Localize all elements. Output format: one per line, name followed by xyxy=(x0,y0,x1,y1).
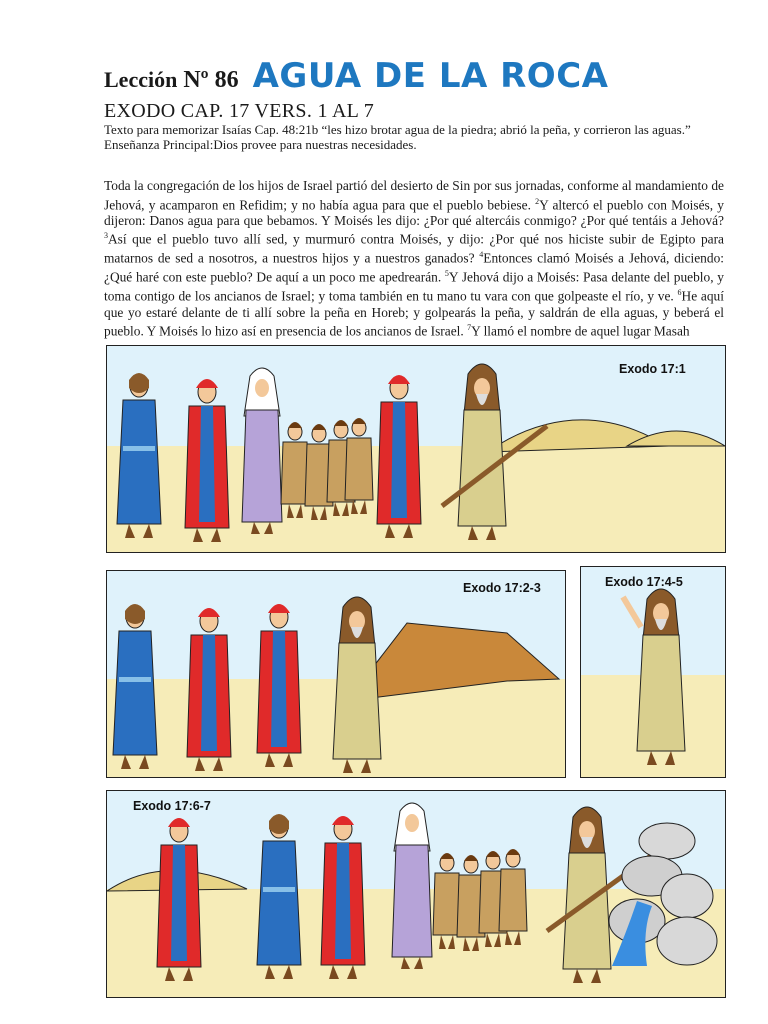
israelite-elder xyxy=(157,818,201,981)
panel-1-reference: Exodo 17:1 xyxy=(619,362,686,376)
panel-people-quarrel xyxy=(106,570,566,778)
panel-moses-prays xyxy=(580,566,726,778)
verse-number-3: 3 xyxy=(104,231,108,241)
title-row xyxy=(104,56,724,100)
panel-3-reference: Exodo 17:4-5 xyxy=(605,575,683,589)
panel-2-illustration xyxy=(107,571,565,777)
verse-3: Así que el pueblo tuvo allí sed, y murmuró contra Moisés, y dijo: ¿Por qué nos hiciste subir de Egipto para matarnos de sed a nosotros, a nuestros hijos y a nuestros ganados? xyxy=(104,231,724,266)
verse-number-4: 4 xyxy=(479,250,484,260)
panel-people-leave-desert xyxy=(106,345,726,553)
panel-3-illustration xyxy=(581,567,725,777)
raised-arm xyxy=(623,597,641,627)
israelite-elder xyxy=(185,379,229,542)
verse-number-7: 7 xyxy=(467,323,472,333)
memory-verse: Texto para memorizar Isaías Cap. 48:21b “les hizo brotar agua de la piedra; abrió la peña, y corrieron las aguas.” xyxy=(104,122,691,137)
lesson-header xyxy=(104,56,724,152)
main-teaching: Enseñanza Principal:Dios provee para nuestras necesidades. xyxy=(104,137,417,152)
moses xyxy=(458,364,506,540)
verse-number-5: 5 xyxy=(444,269,449,279)
israelite-woman xyxy=(392,803,432,969)
aaron xyxy=(321,816,365,979)
sand-dune xyxy=(487,420,667,452)
panel-2-reference: Exodo 17:2-3 xyxy=(463,581,541,595)
verse-2: Y altercó el pueblo con Moisés, y dijeron: Danos agua para que bebamos. Y Moisés les dijo: ¿Por qué altercáis conmigo? ¿Por qué tentáis a Jehová? xyxy=(104,197,724,228)
moses xyxy=(563,807,611,983)
moses xyxy=(637,589,685,765)
verse-5: Y Jehová dijo a Moisés: Pasa delante del pueblo, y toma contigo de los ancianos de Israel; y toma también en tu mano tu vara con que golpeaste el río, y ve. xyxy=(104,269,724,304)
lesson-number: Nº 86 xyxy=(183,67,239,93)
israelite-elder xyxy=(187,608,231,771)
verse-4: Entonces clamó Moisés a Jehová, diciendo: ¿Qué haré con este pueblo? De aquí a un poco me apedrearán. xyxy=(104,250,724,285)
israelite-man xyxy=(257,814,301,979)
lesson-label: Lección xyxy=(104,67,178,92)
panel-4-illustration xyxy=(107,791,725,997)
scripture-reference: EXODO CAP. 17 VERS. 1 AL 7 xyxy=(104,100,375,122)
verse-number-2: 2 xyxy=(535,196,540,206)
panel-1-illustration xyxy=(107,346,725,552)
verse-1: Toda la congregación de los hijos de Israel partió del desierto de Sin por sus jornadas, conforme al mandamiento de Jehová, y acamparon en Refidim; y no había agua para que el pueblo bebiese. xyxy=(104,178,724,213)
aaron xyxy=(377,375,421,538)
child xyxy=(499,849,527,945)
israelite-woman xyxy=(242,368,282,534)
israelite-man xyxy=(117,373,161,538)
panel-4-reference: Exodo 17:6-7 xyxy=(133,799,211,813)
israelite-man xyxy=(113,604,157,769)
story-text xyxy=(104,178,724,339)
aaron xyxy=(257,604,301,767)
moses xyxy=(333,597,381,773)
lesson-title: AGUA DE LA ROCA xyxy=(252,56,609,96)
panel-water-from-rock xyxy=(106,790,726,998)
verse-7: Y llamó el nombre de aquel lugar Masah xyxy=(471,323,690,339)
child xyxy=(345,418,373,514)
verse-number-6: 6 xyxy=(677,288,682,298)
verse-6: He aquí que yo estaré delante de ti allí sobre la peña en Horeb; y golpearás la peña, y saldrán de ella aguas, y beberá el pueblo. Y Moisés lo hizo así en presencia de los ancianos de Israel. xyxy=(104,288,724,339)
